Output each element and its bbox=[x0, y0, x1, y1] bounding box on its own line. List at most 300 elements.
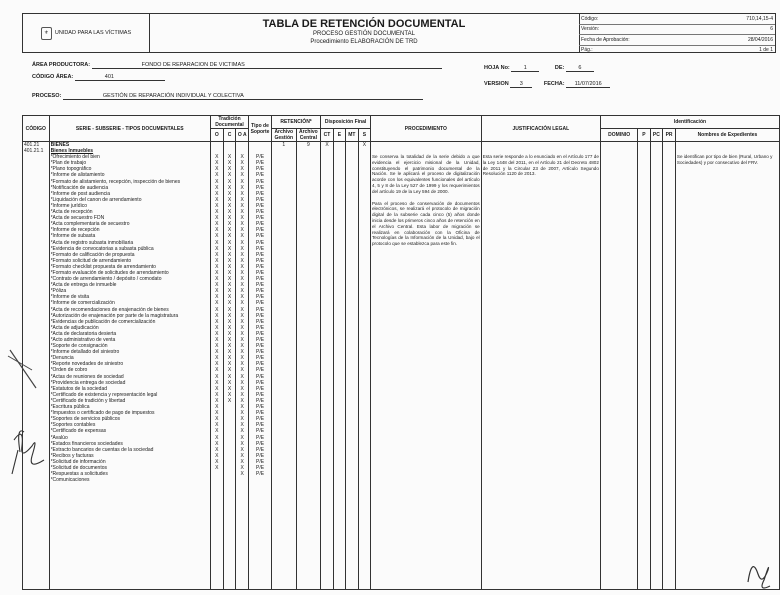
th-o: O bbox=[210, 129, 223, 142]
page-title: TABLA DE RETENCIÓN DOCUMENTAL bbox=[262, 18, 466, 30]
justificacion-cell bbox=[481, 142, 600, 590]
soporte-mark: P/E bbox=[255, 416, 265, 423]
tradicion-c-mark: X bbox=[227, 154, 232, 161]
proceso-label: PROCESO: bbox=[32, 93, 62, 99]
de-value: 6 bbox=[566, 65, 594, 72]
tradicion-oa-mark: X bbox=[240, 337, 244, 343]
list-item: *Formato de calificación de propuesta bbox=[50, 251, 135, 258]
list-item: *Acta de registro subasta inmobiliaria bbox=[50, 239, 134, 246]
list-item: *Acto administrativo de venta bbox=[50, 337, 116, 343]
list-item: *Solicitud de documentos bbox=[50, 464, 108, 471]
tradicion-c-mark: X bbox=[227, 391, 232, 398]
tradicion-o-mark: X bbox=[215, 337, 219, 343]
soporte-mark: P/E bbox=[255, 446, 265, 453]
list-item: *Certificado de existencia y representación legal bbox=[50, 391, 158, 398]
tradicion-o-mark: X bbox=[215, 276, 219, 283]
de-label: DE: bbox=[554, 65, 565, 71]
soporte-mark: P/E bbox=[255, 373, 265, 380]
tradicion-oa-mark: X bbox=[240, 324, 244, 331]
meta-label: Pág.: bbox=[581, 47, 593, 54]
tradicion-oa-mark: X bbox=[240, 190, 244, 197]
tradicion-c-mark: X bbox=[227, 330, 232, 337]
tradicion-oa-mark: X bbox=[240, 416, 244, 423]
tradicion-o-mark: X bbox=[215, 257, 219, 264]
header-subtitle-1: PROCESO GESTIÓN DOCUMENTAL bbox=[313, 31, 415, 37]
tradicion-oa-mark: X bbox=[240, 294, 244, 301]
tradicion-c-mark: X bbox=[227, 227, 232, 234]
soporte-mark: P/E bbox=[255, 172, 265, 179]
tradicion-oa-mark: X bbox=[240, 172, 244, 179]
tradicion-o-mark: X bbox=[215, 166, 219, 173]
tradicion-o-mark: X bbox=[215, 458, 219, 465]
tradicion-c-mark: X bbox=[227, 343, 232, 350]
tradicion-c-mark: X bbox=[227, 282, 232, 289]
soporte-mark: P/E bbox=[255, 215, 265, 222]
e-cell bbox=[333, 142, 345, 590]
soporte-mark: P/E bbox=[255, 190, 265, 197]
tradicion-o-mark: X bbox=[215, 367, 219, 374]
header-meta bbox=[579, 14, 775, 52]
soporte-mark: P/E bbox=[255, 312, 265, 319]
tradicion-c-mark: X bbox=[227, 361, 232, 368]
tradicion-oa-mark: X bbox=[240, 343, 244, 350]
tradicion-o-mark: X bbox=[215, 312, 219, 319]
soporte-mark: P/E bbox=[255, 160, 265, 167]
th-tradicion: Tradición Documental bbox=[210, 116, 248, 129]
archivo-central-cell bbox=[296, 142, 321, 590]
tradicion-o-mark: X bbox=[215, 184, 219, 191]
soporte-mark: P/E bbox=[255, 355, 265, 362]
list-item: *Respuestas a solicitudes bbox=[50, 471, 108, 478]
tradicion-c-mark: X bbox=[227, 373, 232, 380]
tradicion-o-mark: X bbox=[215, 440, 219, 447]
th-archivo-central: Archivo Central bbox=[296, 129, 321, 142]
tradicion-o-mark: X bbox=[215, 227, 219, 234]
area-productora-label: ÁREA PRODUCTORA: bbox=[32, 62, 91, 68]
tradicion-c-mark: X bbox=[227, 239, 232, 246]
soporte-mark: P/E bbox=[255, 343, 265, 350]
tradicion-oa-mark: X bbox=[240, 452, 244, 459]
archivo-gestion-value: 1 bbox=[282, 142, 286, 148]
tradicion-oa-mark: X bbox=[240, 160, 244, 167]
tradicion-oa-mark: X bbox=[240, 428, 244, 435]
list-item: *Impuestos o certificado de pago de impuestos bbox=[50, 410, 155, 417]
th-serie: SERIE - SUBSERIE - TIPOS DOCUMENTALES bbox=[49, 116, 210, 142]
tradicion-oa-mark: X bbox=[240, 355, 244, 362]
tradicion-o-mark: X bbox=[215, 349, 219, 356]
tradicion-o-mark: X bbox=[215, 251, 219, 258]
list-item: *Acta de adjudicación bbox=[50, 324, 99, 331]
soporte-mark: P/E bbox=[255, 166, 265, 173]
tradicion-o-mark: X bbox=[215, 318, 219, 325]
meta-label: Fecha de Aprobación: bbox=[581, 36, 630, 43]
tradicion-c-mark: X bbox=[227, 257, 232, 264]
s-mark: X bbox=[362, 142, 367, 148]
list-item: *Recibos y facturas bbox=[50, 452, 94, 459]
tradicion-oa-mark: X bbox=[240, 471, 244, 478]
list-item: *Autorización de enajenación por parte de la magistratura bbox=[50, 312, 179, 319]
code-subserie: 401.21.1 bbox=[24, 148, 44, 155]
codigo-area-value: 401 bbox=[75, 74, 165, 81]
list-item: *Acta de recomendaciones de enajenación de bienes bbox=[50, 306, 169, 313]
tradicion-oa-mark: X bbox=[240, 202, 244, 209]
soporte-mark: P/E bbox=[255, 263, 265, 270]
tradicion-oa-mark: X bbox=[240, 288, 244, 295]
th-pc: PC bbox=[650, 129, 663, 142]
list-item: *Informe jurídico bbox=[50, 202, 87, 209]
tradicion-o-mark: X bbox=[215, 178, 219, 185]
soporte-mark: P/E bbox=[255, 269, 265, 276]
tradicion-o-mark: X bbox=[215, 324, 219, 331]
list-item: *Actas de reuniones de sociedad bbox=[50, 373, 124, 380]
code-serie: 401.21 bbox=[24, 142, 40, 148]
tradicion-oa-mark: X bbox=[240, 154, 244, 161]
tradicion-c-mark: X bbox=[227, 160, 232, 167]
list-item: *Comunicaciones bbox=[50, 477, 90, 484]
tradicion-oa-mark: X bbox=[240, 404, 244, 411]
meta-value: 6 bbox=[770, 26, 773, 33]
soporte-mark: P/E bbox=[255, 294, 265, 301]
meta-value: 1 de 1 bbox=[759, 47, 773, 54]
oa-cell bbox=[236, 142, 249, 590]
tradicion-oa-mark: X bbox=[240, 434, 244, 441]
tradicion-oa-mark: X bbox=[240, 276, 244, 283]
list-item: *Informe de visita bbox=[50, 294, 90, 301]
tradicion-c-mark: X bbox=[227, 215, 232, 222]
version-label: VERSION bbox=[484, 81, 509, 87]
tradicion-c-mark: X bbox=[227, 337, 232, 343]
meta-label: Versión: bbox=[581, 26, 600, 33]
tradicion-c-mark: X bbox=[227, 306, 232, 313]
tradicion-o-mark: X bbox=[215, 306, 219, 313]
c-cell bbox=[223, 142, 236, 590]
tradicion-c-mark: X bbox=[227, 269, 232, 276]
area-productora-value: FONDO DE REPARACION DE VICTIMAS bbox=[92, 62, 442, 69]
soporte-mark: P/E bbox=[255, 282, 265, 289]
serie-name: BIENES bbox=[50, 142, 70, 148]
soporte-mark: P/E bbox=[255, 239, 265, 246]
expedientes-cell bbox=[675, 142, 779, 590]
ct-mark: X bbox=[325, 142, 329, 148]
tradicion-o-mark: X bbox=[215, 239, 219, 246]
list-item: *Informe detallado del siniestro bbox=[50, 349, 120, 356]
tradicion-o-mark: X bbox=[215, 269, 219, 276]
list-item: *Acta de secuestro FDN bbox=[50, 215, 105, 222]
logo bbox=[23, 14, 150, 52]
tradicion-o-mark: X bbox=[215, 391, 219, 398]
list-item: *Evidencia de convocatorias a subasta pública bbox=[50, 245, 154, 252]
tradicion-c-mark: X bbox=[227, 178, 232, 185]
list-item: *Solicitud de información bbox=[50, 458, 106, 465]
tradicion-o-mark: X bbox=[215, 202, 219, 209]
tradicion-oa-mark: X bbox=[240, 227, 244, 234]
meta-row bbox=[579, 25, 775, 36]
list-item: *Póliza bbox=[50, 288, 67, 295]
tradicion-oa-mark: X bbox=[240, 178, 244, 185]
th-mt: MT bbox=[346, 129, 359, 142]
tradicion-o-mark: X bbox=[215, 154, 219, 161]
list-item: *Plano topográfico bbox=[50, 166, 92, 173]
list-item: *Evidencias de publicación de comercialización bbox=[50, 318, 156, 325]
tradicion-c-mark: X bbox=[227, 209, 232, 216]
procedimiento-text-2: Para el proceso de conservación de documentos electrónicos, se realizará el protocolo de migración digital de la subserie cada cinco (5) años donde inicia desde los primeros cinco años de retención en el Archivo Central. Esta labor de migración se realizará en colaboración con la Oficina de Tecnologías de la Información de la Unidad, bajo el protocolo que se establezca para este fin. bbox=[371, 200, 480, 247]
tradicion-oa-mark: X bbox=[240, 312, 244, 319]
th-oa: O A bbox=[236, 129, 249, 142]
tradicion-oa-mark: X bbox=[240, 282, 244, 289]
list-item: *Estatutos de la sociedad bbox=[50, 385, 108, 392]
th-soporte: Tipo de Soporte bbox=[249, 116, 272, 142]
tradicion-oa-mark: X bbox=[240, 251, 244, 258]
list-item: *Soportes contables bbox=[50, 422, 96, 429]
soporte-mark: P/E bbox=[255, 233, 265, 240]
soporte-mark: P/E bbox=[255, 276, 265, 283]
list-item: *Liquidación del canon de arrendamiento bbox=[50, 196, 142, 203]
soporte-mark: P/E bbox=[255, 440, 265, 447]
tradicion-o-mark: X bbox=[215, 379, 219, 386]
meta-label: Código: bbox=[581, 15, 599, 22]
meta-value: 710,14,15-4 bbox=[746, 15, 773, 22]
list-item: *Providencia entrega de sociedad bbox=[50, 379, 126, 386]
soporte-mark: P/E bbox=[255, 209, 265, 216]
list-item: *Informe de alistamiento bbox=[50, 172, 105, 179]
tradicion-o-mark: X bbox=[215, 422, 219, 429]
th-p: P bbox=[638, 129, 650, 142]
tradicion-o-mark: X bbox=[215, 233, 219, 240]
soporte-mark: P/E bbox=[255, 361, 265, 368]
tradicion-oa-mark: X bbox=[240, 233, 244, 240]
list-item: *Plan de trabajo bbox=[50, 160, 87, 167]
tradicion-o-mark: X bbox=[215, 263, 219, 270]
tradicion-oa-mark: X bbox=[240, 166, 244, 173]
tradicion-o-mark: X bbox=[215, 434, 219, 441]
tradicion-oa-mark: X bbox=[240, 318, 244, 325]
tradicion-c-mark: X bbox=[227, 172, 232, 179]
tradicion-c-mark: X bbox=[227, 196, 232, 203]
tradicion-oa-mark: X bbox=[240, 410, 244, 417]
soporte-mark: P/E bbox=[255, 471, 265, 478]
tradicion-c-mark: X bbox=[227, 233, 232, 240]
tradicion-oa-mark: X bbox=[240, 379, 244, 386]
tradicion-oa-mark: X bbox=[240, 361, 244, 368]
list-item: *Reporte novedades de siniestro bbox=[50, 361, 124, 368]
tradicion-o-mark: X bbox=[215, 343, 219, 350]
tradicion-oa-mark: X bbox=[240, 367, 244, 374]
soporte-mark: P/E bbox=[255, 397, 265, 404]
mt-cell bbox=[346, 142, 359, 590]
tradicion-o-mark: X bbox=[215, 361, 219, 368]
tradicion-o-mark: X bbox=[215, 464, 219, 471]
tradicion-o-mark: X bbox=[215, 215, 219, 222]
tradicion-o-mark: X bbox=[215, 397, 219, 404]
archivo-central-value: 9 bbox=[306, 142, 310, 148]
list-item: *Formato de alistamiento, recepción, inspección de bienes bbox=[50, 178, 181, 185]
tradicion-o-mark: X bbox=[215, 190, 219, 197]
soporte-mark: P/E bbox=[255, 337, 265, 343]
list-item: *Acta complementaria de secuestro bbox=[50, 221, 130, 228]
procedimiento-cell bbox=[370, 142, 481, 590]
soporte-mark: P/E bbox=[255, 184, 265, 191]
tradicion-c-mark: X bbox=[227, 288, 232, 295]
tradicion-o-mark: X bbox=[215, 196, 219, 203]
tradicion-c-mark: X bbox=[227, 190, 232, 197]
tradicion-oa-mark: X bbox=[240, 306, 244, 313]
proceso-value: GESTIÓN DE REPARACIÓN INDIVIDUAL Y COLECTIVA bbox=[63, 93, 423, 100]
tradicion-oa-mark: X bbox=[240, 269, 244, 276]
list-item: *Informe de subasta bbox=[50, 233, 96, 240]
list-item: *Certificado de expensas bbox=[50, 428, 107, 435]
pr-cell bbox=[663, 142, 676, 590]
handwritten-signature-right bbox=[738, 548, 776, 592]
tradicion-o-mark: X bbox=[215, 373, 219, 380]
tipos-documentales-list bbox=[51, 154, 209, 483]
tradicion-oa-mark: X bbox=[240, 464, 244, 471]
o-cell bbox=[210, 142, 223, 590]
list-item: *Acta de declaratoria desierta bbox=[50, 330, 117, 337]
soporte-mark: P/E bbox=[255, 202, 265, 209]
soporte-mark: P/E bbox=[255, 306, 265, 313]
th-disposicion: Disposición Final bbox=[321, 116, 371, 129]
th-ct: CT bbox=[321, 129, 334, 142]
ct-cell bbox=[321, 142, 334, 590]
tradicion-o-mark: X bbox=[215, 446, 219, 453]
serie-cell bbox=[49, 142, 210, 590]
header-title-block bbox=[149, 14, 580, 52]
retention-table bbox=[22, 115, 780, 590]
tradicion-o-mark: X bbox=[215, 330, 219, 337]
th-codigo: CÓDIGO bbox=[23, 116, 50, 142]
subserie-name: Bienes Inmuebles bbox=[50, 148, 94, 155]
hoja-label: HOJA No: bbox=[484, 65, 510, 71]
tradicion-c-mark: X bbox=[227, 166, 232, 173]
tradicion-o-mark: X bbox=[215, 410, 219, 417]
tradicion-o-mark: X bbox=[215, 416, 219, 423]
soporte-mark: P/E bbox=[255, 434, 265, 441]
th-dominio: DOMINIO bbox=[600, 129, 637, 142]
list-item: *Informe de recepción bbox=[50, 227, 100, 234]
list-item: *Certificado de tradición y libertad bbox=[50, 397, 126, 404]
codigo-area-label: CÓDIGO ÁREA: bbox=[32, 74, 74, 80]
meta-row bbox=[579, 14, 775, 25]
soporte-mark: P/E bbox=[255, 410, 265, 417]
soporte-mark: P/E bbox=[255, 300, 265, 307]
soporte-mark: P/E bbox=[255, 318, 265, 325]
tradicion-o-mark: X bbox=[215, 355, 219, 362]
list-item: *Denuncia bbox=[50, 355, 74, 362]
tradicion-c-mark: X bbox=[227, 318, 232, 325]
tradicion-c-mark: X bbox=[227, 276, 232, 283]
list-item: *Orden de cobro bbox=[50, 367, 88, 374]
th-procedimiento: PROCEDIMIENTO bbox=[370, 116, 481, 142]
tradicion-oa-mark: X bbox=[240, 391, 244, 398]
soporte-mark: P/E bbox=[255, 196, 265, 203]
th-identificacion: Identificación bbox=[600, 116, 779, 129]
version bbox=[484, 81, 610, 88]
list-item: *Acta de recepción bbox=[50, 209, 93, 216]
soporte-mark: P/E bbox=[255, 391, 265, 398]
list-item: *Informe de post audiencia bbox=[50, 190, 111, 197]
tradicion-c-mark: X bbox=[227, 349, 232, 356]
soporte-mark: P/E bbox=[255, 288, 265, 295]
soporte-mark: P/E bbox=[255, 154, 265, 161]
tradicion-oa-mark: X bbox=[240, 300, 244, 307]
soporte-mark: P/E bbox=[255, 458, 265, 465]
tradicion-c-mark: X bbox=[227, 251, 232, 258]
soporte-mark: P/E bbox=[255, 257, 265, 264]
meta-value: 28/04/2016 bbox=[747, 36, 773, 43]
list-item: *Escritura pública bbox=[50, 404, 90, 411]
tradicion-c-mark: X bbox=[227, 245, 232, 252]
soporte-mark: P/E bbox=[255, 379, 265, 386]
tradicion-c-mark: X bbox=[227, 294, 232, 301]
soporte-mark: P/E bbox=[255, 245, 265, 252]
tradicion-oa-mark: X bbox=[240, 458, 244, 465]
th-c: C bbox=[223, 129, 236, 142]
hoja-value: 1 bbox=[511, 65, 539, 72]
tradicion-oa-mark: X bbox=[240, 245, 244, 252]
tradicion-c-mark: X bbox=[227, 397, 232, 404]
hoja bbox=[484, 65, 594, 72]
tradicion-oa-mark: X bbox=[240, 422, 244, 429]
expedientes-text: Se identifican por tipo de bien (Rural, Urbano y Sociedades) y por consecutivo del FRV. bbox=[676, 154, 773, 165]
soporte-mark: P/E bbox=[255, 324, 265, 331]
tradicion-c-mark: X bbox=[227, 385, 232, 392]
document-header bbox=[22, 13, 776, 53]
version-value: 3 bbox=[510, 81, 532, 88]
coat-of-arms-icon: ⚜ bbox=[41, 27, 52, 40]
soporte-mark: P/E bbox=[255, 178, 265, 185]
meta-row bbox=[579, 35, 775, 46]
soporte-mark: P/E bbox=[255, 367, 265, 374]
list-item: *Contrato de arrendamiento / depósito / comodato bbox=[50, 276, 162, 283]
tradicion-oa-mark: X bbox=[240, 330, 244, 337]
tradicion-o-mark: X bbox=[215, 209, 219, 216]
tradicion-o-mark: X bbox=[215, 452, 219, 459]
tradicion-oa-mark: X bbox=[240, 440, 244, 447]
tradicion-oa-mark: X bbox=[240, 373, 244, 380]
s-cell bbox=[358, 142, 370, 590]
tradicion-c-mark: X bbox=[227, 355, 232, 362]
meta-row bbox=[579, 46, 775, 56]
fecha-value: 11/07/2016 bbox=[566, 81, 610, 88]
dominio-cell bbox=[600, 142, 637, 590]
tradicion-o-mark: X bbox=[215, 282, 219, 289]
tradicion-c-mark: X bbox=[227, 184, 232, 191]
list-item: *Estados financieros sociedades bbox=[50, 440, 123, 447]
list-item: *Ofrecimiento del bien bbox=[50, 154, 100, 161]
tradicion-o-mark: X bbox=[215, 172, 219, 179]
justificacion-text: Esta serie responde a lo enunciado en el Artículo 177 de la Ley 1448 del 2011, en el Artículo 21 del Decreto 4802 de 2011 y la Circular 23 de 2007, Artículo Segundo Resolución 1120 de 2013. bbox=[482, 154, 599, 177]
tradicion-c-mark: X bbox=[227, 263, 232, 270]
tradicion-o-mark: X bbox=[215, 221, 219, 228]
tradicion-oa-mark: X bbox=[240, 349, 244, 356]
th-e: E bbox=[333, 129, 345, 142]
th-archivo-gestion: Archivo Gestión bbox=[271, 129, 296, 142]
tradicion-o-mark: X bbox=[215, 294, 219, 301]
proceso bbox=[32, 93, 423, 100]
tradicion-c-mark: X bbox=[227, 221, 232, 228]
th-pr: PR bbox=[663, 129, 676, 142]
list-item: *Formato checklist propuesta de arrendamiento bbox=[50, 263, 156, 270]
tradicion-o-mark: X bbox=[215, 300, 219, 307]
tradicion-o-mark: X bbox=[215, 428, 219, 435]
logo-text: UNIDAD PARA LAS VÍCTIMAS bbox=[54, 30, 132, 36]
tradicion-o-mark: X bbox=[215, 385, 219, 392]
th-justificacion: JUSTIFICACIÓN LEGAL bbox=[481, 116, 600, 142]
tradicion-c-mark: X bbox=[227, 379, 232, 386]
soporte-mark: P/E bbox=[255, 464, 265, 471]
header-subtitle-2: Procedimiento ELABORACIÓN DE TRD bbox=[310, 39, 418, 45]
tradicion-o-mark: X bbox=[215, 245, 219, 252]
